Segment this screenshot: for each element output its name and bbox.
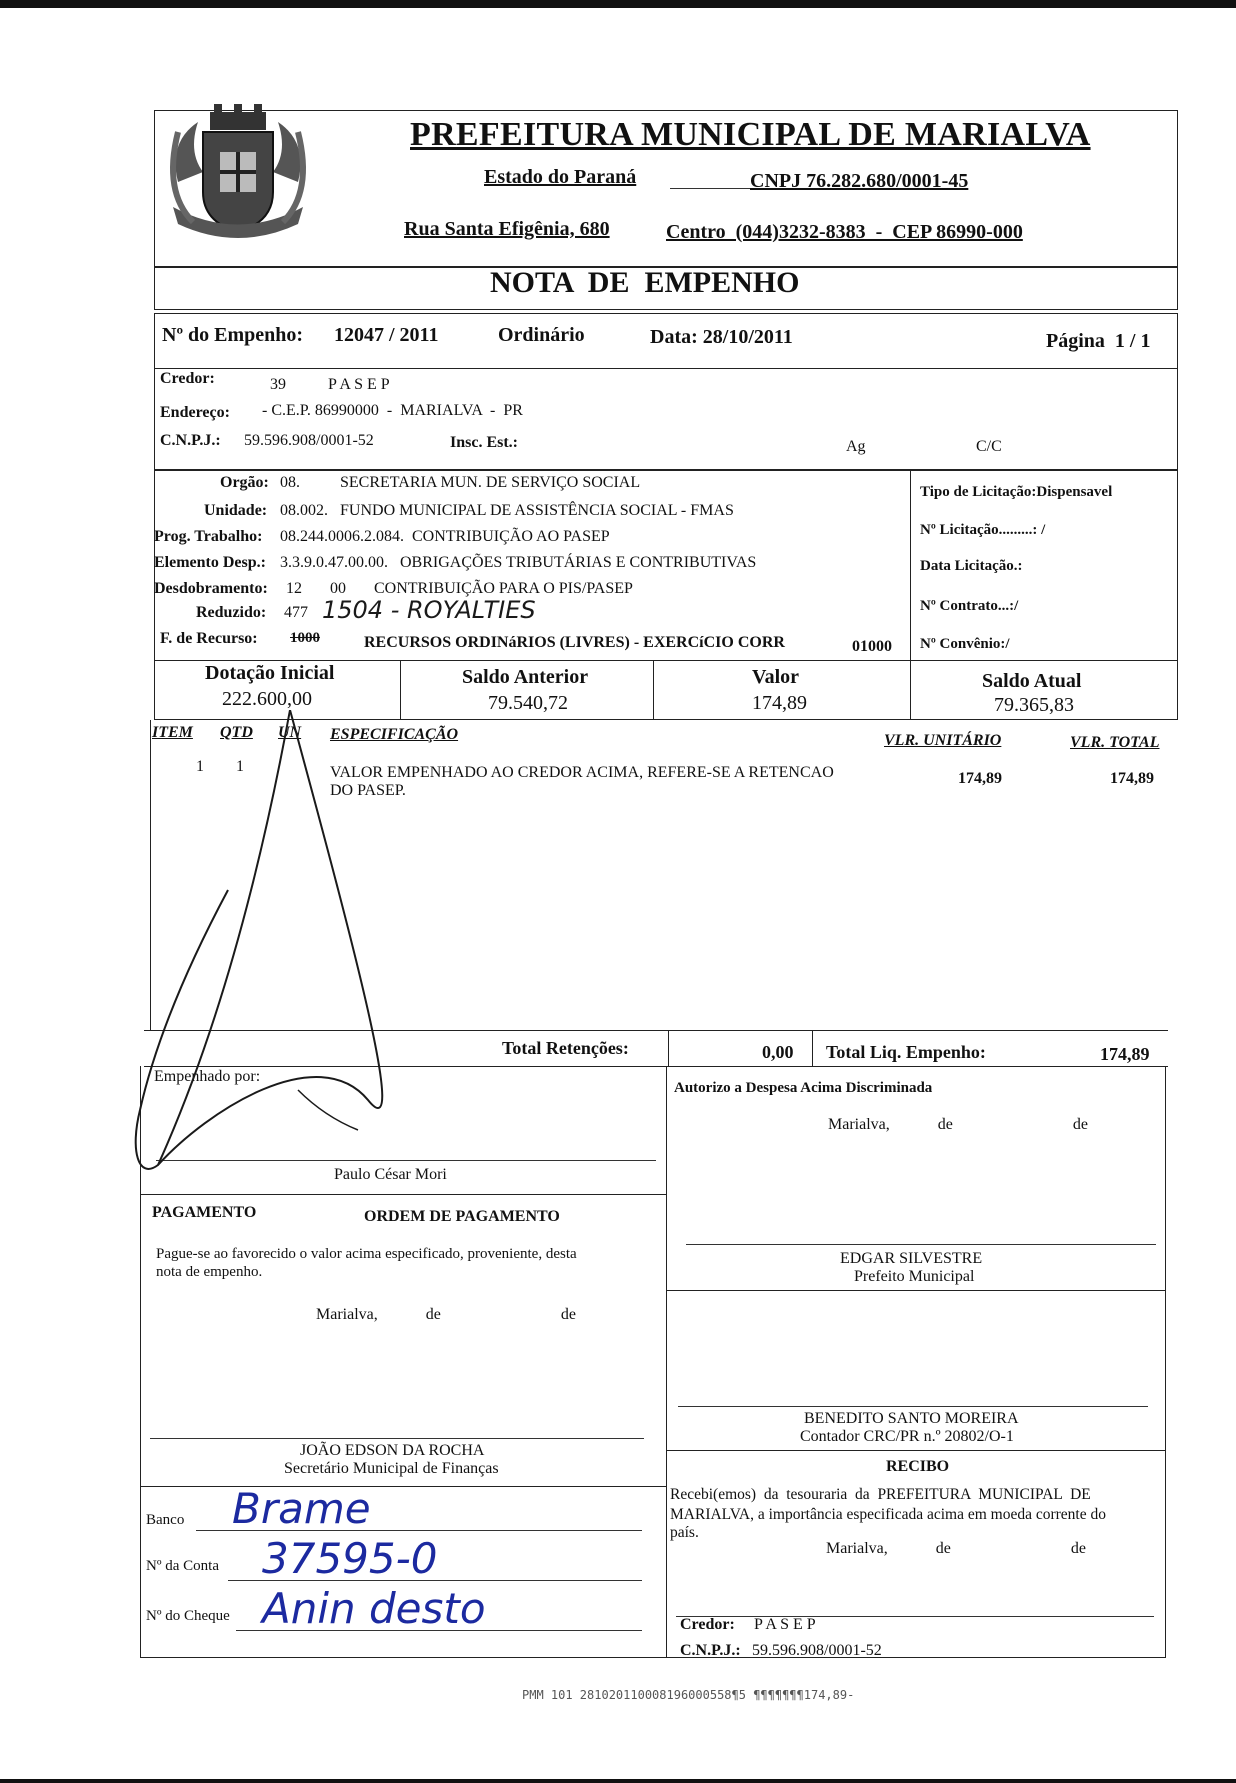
footer-code: PMM 101 281020110008196000558¶5 ¶¶¶¶¶¶¶174,89- xyxy=(522,1688,855,1702)
agency-label: Ag xyxy=(846,438,866,455)
empenho-number-label: Nº do Empenho: xyxy=(162,324,304,346)
empenhado-por-label: Empenhado por: xyxy=(154,1068,261,1085)
total-liquido-label: Total Liq. Empenho: xyxy=(826,1042,986,1062)
handwritten-signature-stroke xyxy=(118,710,438,1190)
insc-est-label: Insc. Est.: xyxy=(450,434,519,451)
recibo-top-line xyxy=(666,1450,1166,1451)
pagamento-signature-line xyxy=(150,1438,644,1439)
municipality-cnpj: CNPJ 76.282.680/0001-45 xyxy=(750,170,969,192)
autorizo-bottom-line xyxy=(666,1290,1166,1291)
dotacao-value: 222.600,00 xyxy=(222,688,312,710)
credor-cnpj: 59.596.908/0001-52 xyxy=(244,432,374,449)
recibo-credor-name: P A S E P xyxy=(754,1616,816,1633)
state-name: Estado do Paraná xyxy=(484,166,637,188)
prog-trabalho-label: Prog. Trabalho: xyxy=(154,528,263,545)
credor-code: 39 xyxy=(270,376,286,393)
recibo-place-date: Marialva, de de xyxy=(826,1540,1086,1557)
header-item: ITEM xyxy=(152,724,193,741)
reduzido-value: 477 xyxy=(284,604,308,621)
cheque-handwritten: Anin desto xyxy=(262,1584,486,1633)
pagamento-text-line2: nota de empenho. xyxy=(156,1264,263,1280)
reduzido-handwritten-note: 1504 - ROYALTIES xyxy=(322,596,536,624)
classificacao-divider xyxy=(910,470,911,661)
recurso-code: 1000 xyxy=(290,630,320,646)
unidade-label: Unidade: xyxy=(204,502,268,519)
valor-label: Valor xyxy=(752,666,800,688)
document-title: NOTA DE EMPENHO xyxy=(490,266,800,299)
header-un: UN xyxy=(278,724,302,741)
recibo-text-line1: Recebi(emos) da tesouraria da PREFEITURA MUNICIPAL DE xyxy=(670,1486,1091,1503)
recibo-signature-line xyxy=(676,1616,1154,1617)
banco-top-line xyxy=(140,1486,666,1487)
pagamento-text-line1: Pague-se ao favorecido o valor acima especificado, proveniente, desta xyxy=(156,1246,577,1262)
total-retencoes-label: Total Retenções: xyxy=(502,1038,629,1058)
desdobramento-value: 12 00 CONTRIBUIÇÃO PARA O PIS/PASEP xyxy=(286,580,633,597)
empenho-type: Ordinário xyxy=(498,324,585,346)
empenho-date: Data: 28/10/2011 xyxy=(650,326,793,348)
orgao-value: 08. SECRETARIA MUN. DE SERVIÇO SOCIAL xyxy=(280,474,641,491)
row-valor-total: 174,89 xyxy=(1110,770,1154,787)
banco-handwritten: Brame xyxy=(232,1484,371,1533)
numero-contrato: Nº Contrato...:/ xyxy=(920,598,1019,614)
header-especificacao: ESPECIFICAÇÃO xyxy=(330,726,459,743)
pagamento-signer: JOÃO EDSON DA ROCHA xyxy=(300,1442,485,1459)
reduzido-label: Reduzido: xyxy=(196,604,267,621)
banco-label: Banco xyxy=(146,1512,185,1528)
recibo-cnpj-label: C.N.P.J.: xyxy=(680,1642,741,1659)
page-number: Página 1 / 1 xyxy=(1046,330,1151,352)
row-qtd: 1 xyxy=(236,758,244,775)
row-spec-line1: VALOR EMPENHADO AO CREDOR ACIMA, REFERE-SE A RETENCAO xyxy=(330,764,834,781)
totals-divider-1 xyxy=(668,1030,669,1066)
credor-label: Credor: xyxy=(160,370,215,387)
scan-edge-bottom xyxy=(0,1779,1236,1783)
elemento-value: 3.3.9.0.47.00.00. OBRIGAÇÕES TRIBUTÁRIAS E CONTRIBUTIVAS xyxy=(280,554,757,571)
row-spec-line2: DO PASEP. xyxy=(330,782,406,799)
credor-name: P A S E P xyxy=(328,376,390,393)
municipality-contact: Centro (044)3232-8383 - CEP 86990-000 xyxy=(666,221,1023,243)
conta-handwritten: 37595-0 xyxy=(262,1534,438,1583)
ordem-pagamento-label: ORDEM DE PAGAMENTO xyxy=(364,1208,560,1225)
saldo-anterior-value: 79.540,72 xyxy=(488,692,568,714)
scan-edge-top xyxy=(0,0,1236,8)
dotacao-label: Dotação Inicial xyxy=(205,662,335,684)
numero-licitacao: Nº Licitação.........: / xyxy=(920,522,1046,538)
recibo-label: RECIBO xyxy=(886,1458,950,1475)
totals-divider-2 xyxy=(812,1030,813,1066)
coat-of-arms-icon xyxy=(158,102,318,252)
desdobramento-label: Desdobramento: xyxy=(154,580,268,597)
data-licitacao: Data Licitação.: xyxy=(920,558,1023,574)
total-retencoes-value: 0,00 xyxy=(762,1042,794,1062)
row-item: 1 xyxy=(196,758,204,775)
numero-convenio: Nº Convênio:/ xyxy=(920,636,1010,652)
recibo-credor-label: Credor: xyxy=(680,1616,735,1633)
orgao-label: Orgão: xyxy=(220,474,269,491)
total-liquido-value: 174,89 xyxy=(1100,1044,1150,1064)
saldo-atual-value: 79.365,83 xyxy=(994,694,1074,716)
account-label: C/C xyxy=(976,438,1002,455)
empenhado-signer: Paulo César Mori xyxy=(334,1166,447,1183)
bottom-center-divider xyxy=(666,1066,667,1658)
row-valor-unitario: 174,89 xyxy=(958,770,1002,787)
saldo-anterior-label: Saldo Anterior xyxy=(462,666,589,688)
contador-signer: BENEDITO SANTO MOREIRA xyxy=(804,1410,1019,1427)
contador-signature-line xyxy=(678,1406,1148,1407)
pagamento-place-date: Marialva, de de xyxy=(316,1306,576,1323)
saldos-divider-3 xyxy=(910,660,911,720)
conta-label: Nº da Conta xyxy=(146,1558,219,1574)
autorizo-role: Prefeito Municipal xyxy=(854,1268,975,1285)
header-valor-total: VLR. TOTAL xyxy=(1070,734,1160,751)
autorizo-signature-line xyxy=(686,1244,1156,1245)
pagamento-role: Secretário Municipal de Finanças xyxy=(284,1460,499,1477)
recibo-text-line2: MARIALVA, a importância especificada acima em moeda corrente do xyxy=(670,1506,1106,1523)
contador-role: Contador CRC/PR n.º 20802/O-1 xyxy=(800,1428,1014,1445)
recurso-label: F. de Recurso: xyxy=(160,630,258,647)
endereco-label: Endereço: xyxy=(160,404,230,421)
elemento-label: Elemento Desp.: xyxy=(154,554,266,571)
recibo-cnpj: 59.596.908/0001-52 xyxy=(752,1642,882,1659)
recurso-value: RECURSOS ORDINáRIOS (LIVRES) - EXERCíCIO CORR xyxy=(364,634,785,651)
recibo-text-line3: país. xyxy=(670,1524,699,1541)
credor-cnpj-label: C.N.P.J.: xyxy=(160,432,221,449)
autorizo-signer: EDGAR SILVESTRE xyxy=(840,1250,983,1267)
valor-value: 174,89 xyxy=(752,692,807,714)
prog-trabalho-value: 08.244.0006.2.084. CONTRIBUIÇÃO AO PASEP xyxy=(280,528,610,545)
tipo-licitacao: Tipo de Licitação:Dispensavel xyxy=(920,484,1113,500)
credor-endereco: - C.E.P. 86990000 - MARIALVA - PR xyxy=(262,402,523,419)
saldo-atual-label: Saldo Atual xyxy=(982,670,1082,692)
empenho-number: 12047 / 2011 xyxy=(334,324,439,346)
pagamento-label: PAGAMENTO xyxy=(152,1204,257,1221)
state-underline xyxy=(670,188,750,189)
pagamento-top-line xyxy=(140,1194,666,1195)
saldos-divider-2 xyxy=(653,660,654,720)
unidade-value: 08.002. FUNDO MUNICIPAL DE ASSISTÊNCIA SOCIAL - FMAS xyxy=(280,502,734,519)
cheque-label: Nº do Cheque xyxy=(146,1608,230,1624)
header-qtd: QTD xyxy=(220,724,253,741)
header-valor-unitario: VLR. UNITÁRIO xyxy=(884,732,1002,749)
recurso-suffix: 01000 xyxy=(852,638,892,655)
municipality-address: Rua Santa Efigênia, 680 xyxy=(404,218,610,240)
autorizo-place-date: Marialva, de de xyxy=(828,1116,1088,1133)
municipality-title: PREFEITURA MUNICIPAL DE MARIALVA xyxy=(410,116,1091,153)
autorizo-label: Autorizo a Despesa Acima Discriminada xyxy=(674,1080,933,1096)
